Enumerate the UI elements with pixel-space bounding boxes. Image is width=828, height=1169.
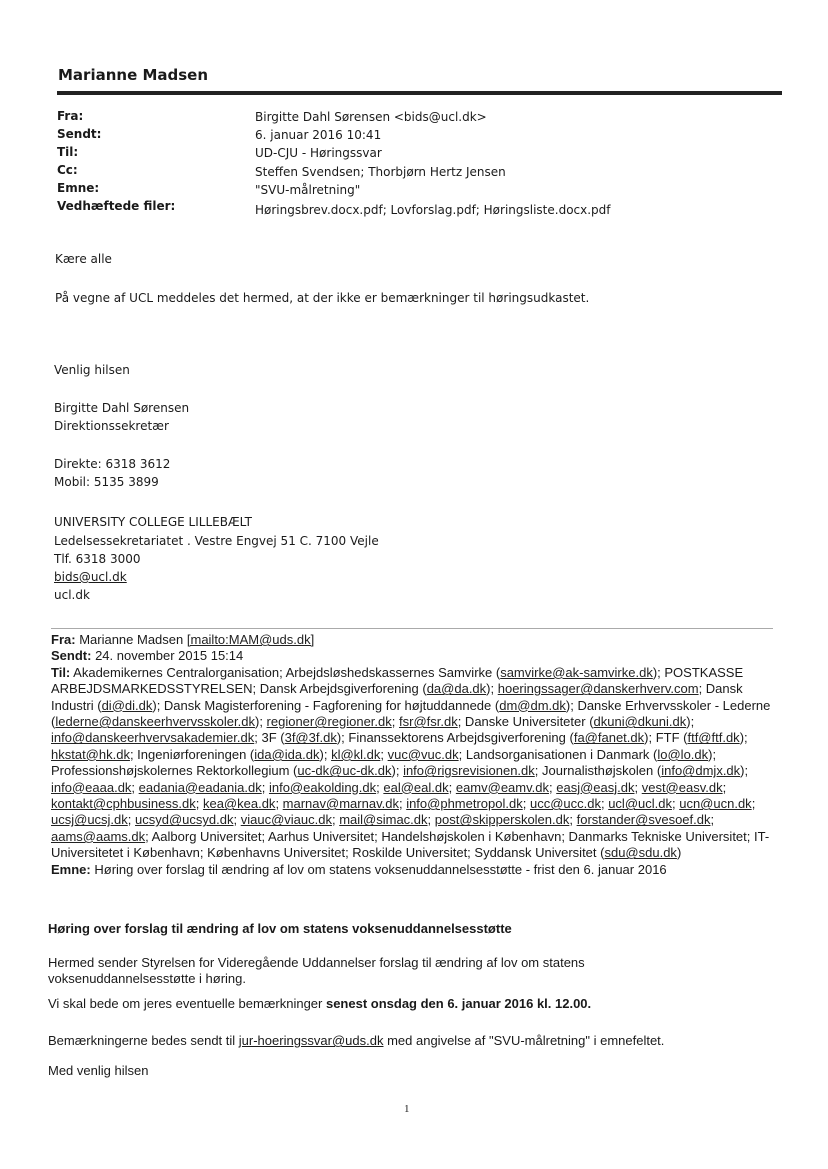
page-number: 1 (404, 1103, 410, 1115)
recipient-email-link[interactable]: kea@kea.dk (202, 796, 276, 812)
recipient-text: ; (427, 812, 435, 828)
recipient-email-link[interactable]: aams@aams.dk (51, 828, 146, 844)
paragraph-2-text: Vi skal bede om jeres eventuelle bemærkninger (48, 996, 326, 1011)
recipient-text: ); (686, 714, 695, 730)
recipient-text: ; (522, 796, 530, 812)
org-address: Ledelsessekretariatet . Vestre Engvej 51 C. 7100 Vejle (54, 534, 379, 548)
greeting: Kære alle (55, 252, 112, 266)
recipient-email-link[interactable]: info@phmetropol.dk (406, 796, 523, 812)
recipient-email-link[interactable]: sdu@sdu.dk (604, 845, 677, 861)
recipient-email-link[interactable]: eamv@eamv.dk (455, 779, 549, 795)
recipient-text: ; (131, 779, 139, 795)
forwarded-subject-value: Høring over forslag til ændring af lov om statens voksenuddannelsesstøtte - frist den 6. januar 2016 (94, 861, 667, 877)
recipient-text: ; (261, 779, 269, 795)
recipient-text: ) (676, 845, 682, 861)
recipient-email-link[interactable]: dm@dm.dk (499, 697, 566, 713)
recipient-text: ; (331, 812, 340, 828)
title-divider (57, 91, 782, 95)
sent-value: 6. januar 2016 10:41 (255, 128, 382, 142)
recipient-email-link[interactable]: hkstat@hk.dk (51, 746, 130, 762)
recipient-email-link[interactable]: ida@ida.dk (254, 746, 320, 762)
recipient-text: ); (740, 763, 749, 779)
attachments-value[interactable]: Høringsbrev.docx.pdf; Lovforslag.pdf; Høringsliste.docx.pdf (255, 203, 611, 217)
subject-value: "SVU-målretning" (255, 183, 361, 197)
recipient-email-link[interactable]: eal@eal.dk (383, 779, 449, 795)
cc-value: Steffen Svendsen; Thorbjørn Hertz Jensen (255, 165, 506, 179)
recipient-text: ; 3F ( (254, 730, 285, 746)
recipient-email-link[interactable]: fsr@fsr.dk (399, 714, 458, 730)
recipient-text: ; (710, 812, 715, 828)
recipient-email-link[interactable]: regioner@regioner.dk (266, 714, 392, 730)
recipient-email-link[interactable]: da@da.dk (426, 681, 487, 697)
forwarded-sent-label: Sendt: (51, 648, 92, 664)
forwarded-sent-value: 24. november 2015 15:14 (95, 648, 244, 664)
recipient-email-link[interactable]: info@danskeerhvervsakademier.dk (51, 730, 255, 746)
recipient-text: ); FTF ( (644, 730, 688, 746)
recipient-text: ; (751, 796, 756, 812)
recipient-email-link[interactable]: di@di.dk (101, 697, 153, 713)
org-email-link[interactable]: bids@ucl.dk (54, 570, 127, 584)
recipient-email-link[interactable]: lo@lo.dk (657, 746, 709, 762)
recipient-email-link[interactable]: ucsj@ucsj.dk (51, 812, 128, 828)
recipient-email-link[interactable]: info@dmjx.dk (661, 763, 741, 779)
paragraph-3-start: Bemærkningerne bedes sendt til (48, 1033, 239, 1048)
to-label: Til: (57, 145, 79, 159)
recipient-email-link[interactable]: viauc@viauc.dk (240, 812, 332, 828)
message-separator (51, 628, 773, 629)
recipient-text: ; Dansk Industri ( (51, 681, 743, 713)
forwarded-paragraph-1: Hermed sender Styrelsen for Videregående Uddannelser forslag til ændring af lov om statens voksenuddannelsesstøtte i høring. (48, 955, 585, 986)
recipient-text: ; (671, 796, 680, 812)
recipient-email-link[interactable]: hoeringssager@danskerhverv.com (497, 681, 699, 697)
recipient-email-link[interactable]: info@rigsrevisionen.dk (403, 763, 535, 779)
deadline-text: senest onsdag den 6. januar 2016 kl. 12.00. (325, 996, 592, 1011)
recipient-email-link[interactable]: samvirke@ak-samvirke.dk (500, 664, 653, 680)
recipient-email-link[interactable]: kl@kl.dk (331, 746, 381, 762)
recipient-email-link[interactable]: info@eaaa.dk (51, 779, 132, 795)
recipient-text: ; (195, 796, 203, 812)
recipient-text: ; (376, 779, 384, 795)
from-value: Birgitte Dahl Sørensen <bids@ucl.dk> (255, 110, 487, 124)
recipient-text: ); Professionshøjskolernes Rektorkollegium ( (51, 746, 717, 779)
recipient-text: ); (739, 730, 748, 746)
forwarded-sent-line (51, 648, 773, 664)
from-label: Fra: (57, 109, 84, 123)
recipient-email-link[interactable]: easj@easj.dk (556, 779, 635, 795)
recipient-text: ; (448, 779, 456, 795)
org-website: ucl.dk (54, 588, 90, 602)
recipient-text: ; (600, 796, 609, 812)
recipient-text: ); (391, 763, 404, 779)
sent-label: Sendt: (57, 127, 102, 141)
recipient-text: ; (569, 812, 577, 828)
recipient-text: ); Finanssektorens Arbejdsgiverforening ( (336, 730, 574, 746)
recipient-email-link[interactable]: info@eakolding.dk (268, 779, 377, 795)
cc-label: Cc: (57, 163, 78, 177)
recipient-email-link[interactable]: kontakt@cphbusiness.dk (51, 796, 196, 812)
recipient-email-link[interactable]: ucl@ucl.dk (608, 796, 672, 812)
recipient-email-link[interactable]: ucsyd@ucsyd.dk (135, 812, 234, 828)
recipient-email-link[interactable]: uc-dk@uc-dk.dk (297, 763, 392, 779)
recipient-email-link[interactable]: eadania@eadania.dk (138, 779, 262, 795)
forwarded-from-label: Fra: (51, 632, 76, 647)
reply-email-link[interactable]: jur-hoeringssvar@uds.dk (238, 1033, 384, 1048)
forwarded-from-line (51, 632, 773, 648)
recipient-email-link[interactable]: forstander@svesoef.dk (576, 812, 711, 828)
recipient-email-link[interactable]: vuc@vuc.dk (387, 746, 459, 762)
org-name: UNIVERSITY COLLEGE LILLEBÆLT (54, 515, 252, 529)
page-title: Marianne Madsen (58, 66, 209, 84)
recipient-email-link[interactable]: 3f@3f.dk (284, 730, 337, 746)
signature-mobile: Mobil: 5135 3899 (54, 475, 159, 489)
signature-direct-phone: Direkte: 6318 3612 (54, 457, 171, 471)
recipient-text: ; (233, 812, 241, 828)
forwarded-paragraph-3 (48, 1033, 773, 1049)
recipient-text: ); POSTKASSE ARBEJDSMARKEDSSTYRELSEN; Dansk Arbejdsgiverforening ( (51, 664, 744, 697)
recipient-email-link[interactable]: vest@easv.dk (641, 779, 723, 795)
recipient-text: ; (275, 796, 283, 812)
to-value: UD-CJU - Høringssvar (255, 146, 382, 160)
recipient-email-link[interactable]: post@skipperskolen.dk (434, 812, 570, 828)
forwarded-from-value: Marianne Madsen (79, 632, 184, 647)
recipient-text: ); (319, 746, 332, 762)
forwarded-paragraph-2 (48, 996, 773, 1012)
subject-label: Emne: (57, 181, 100, 195)
recipient-text: ; (722, 779, 727, 795)
recipient-email-link[interactable]: fa@fanet.dk (573, 730, 645, 746)
recipient-email-link[interactable]: ucn@ucn.dk (679, 796, 752, 812)
forwarded-subject-label: Emne: (51, 861, 91, 877)
recipient-text: ; (391, 714, 399, 730)
recipient-text: ; (549, 779, 557, 795)
recipient-text: ; (398, 796, 407, 812)
recipient-email-link[interactable]: marnav@marnav.dk (282, 796, 399, 812)
recipient-email-link[interactable]: ftf@ftf.dk (687, 730, 740, 746)
closing: Venlig hilsen (54, 363, 130, 377)
recipient-text: ; (634, 779, 642, 795)
recipient-text: ; Journalisthøjskolen ( (534, 763, 662, 779)
recipient-text: ; Aalborg Universitet; Aarhus Universitet; Handelshøjskolen i København; Danmarks Tekniske Universitet; IT-Universitetet i København; Københavns Universitet; Roskilde Universitet; Syddansk Universitet ( (51, 828, 770, 861)
recipient-text: ); Danske Erhvervsskoler - Lederne ( (51, 697, 771, 730)
recipient-text: ); (254, 714, 267, 730)
recipient-text: ); Dansk Magisterforening - Fagforening for højtuddannede ( (152, 697, 500, 713)
recipient-email-link[interactable]: ucc@ucc.dk (529, 796, 601, 812)
recipient-text: ; Ingeniørforeningen ( (129, 746, 255, 762)
forwarded-to-label: Til: (51, 664, 71, 680)
attachments-label: Vedhæftede filer: (57, 199, 176, 213)
forwarded-header (51, 632, 773, 878)
recipient-text: ; Landsorganisationen i Danmark ( (458, 746, 658, 762)
recipient-text: ); (486, 681, 498, 697)
recipient-email-link[interactable]: lederne@danskeerhvervsskoler.dk (55, 714, 255, 730)
recipient-email-link[interactable]: dkuni@dkuni.dk (593, 714, 687, 730)
paragraph-3-end: med angivelse af "SVU-målretning" i emnefeltet. (383, 1033, 665, 1048)
recipient-text: ; (380, 746, 388, 762)
forwarded-mailto-link[interactable]: [mailto:MAM@uds.dk] (186, 632, 315, 647)
signature-name: Birgitte Dahl Sørensen (54, 401, 190, 415)
forwarded-closing: Med venlig hilsen (48, 1063, 149, 1078)
signature-title: Direktionssekretær (54, 419, 169, 433)
recipient-text: ; Danske Universiteter ( (457, 714, 594, 730)
forwarded-subject-line (51, 862, 773, 878)
forwarded-heading: Høring over forslag til ændring af lov om statens voksenuddannelsesstøtte (48, 921, 512, 936)
recipient-text: ; (127, 812, 136, 828)
recipient-email-link[interactable]: mail@simac.dk (339, 812, 428, 828)
recipient-text: Akademikernes Centralorganisation; Arbejdsløshedskassernes Samvirke ( (73, 664, 501, 680)
org-phone: Tlf. 6318 3000 (54, 552, 141, 566)
message: På vegne af UCL meddeles det hermed, at der ikke er bemærkninger til høringsudkastet. (55, 291, 590, 305)
forwarded-to-line (51, 665, 773, 862)
